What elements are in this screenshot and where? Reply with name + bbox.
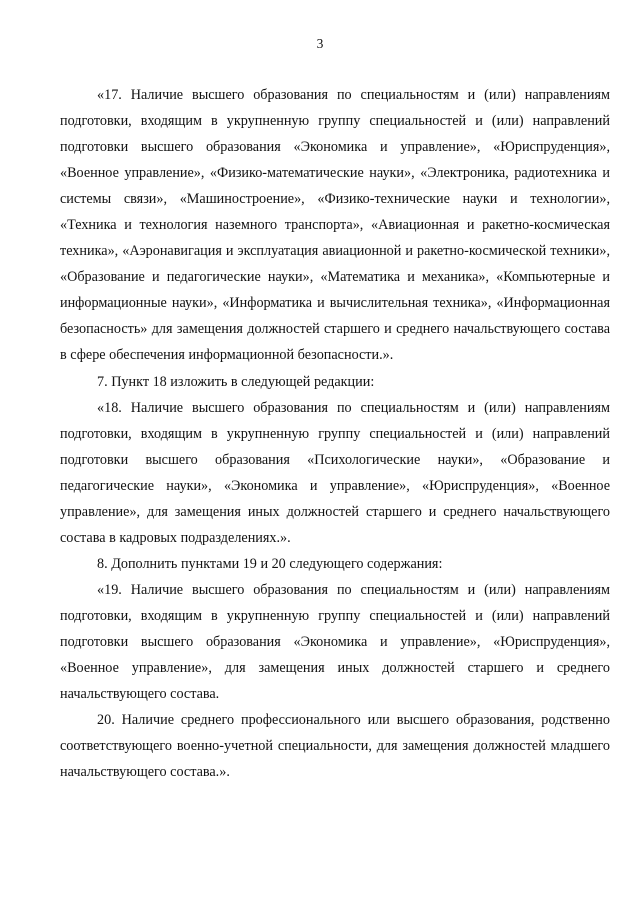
paragraph-item-18: «18. Наличие высшего образования по специальностям и (или) направлениям подготовки, входящим в укрупненную группу специальностей и (или) направлений подготовки высшего образования «Психологические науки», «Образование и педагогические науки», «Экономика и управление», «Юриспруденция», «Военное управление», для замещения иных должностей старшего и среднего начальствующего состава в кадровых подразделениях.». <box>60 399 610 546</box>
document-body <box>60 82 610 785</box>
page-number: 3 <box>316 36 324 51</box>
paragraph-item-20: 20. Наличие среднего профессионального или высшего образования, родственно соответствующего военно-учетной специальности, для замещения должностей младшего начальствующего состава.». <box>60 712 610 781</box>
paragraph-item-17: «17. Наличие высшего образования по специальностям и (или) направлениям подготовки, входящим в укрупненную группу специальностей и (или) направлений подготовки высшего образования «Экономика и управление», «Юриспруденция», «Военное управление», «Физико-математические науки», «Электроника, радиотехника и системы связи», «Машиностроение», «Физико-технические науки и технологии», «Техника и технология наземного транспорта», «Авиационная и ракетно-космическая техника», «Аэронавигация и эксплуатация авиационной и ракетно-космической техники», «Образование и педагогические науки», «Математика и механика», «Компьютерные и информационные науки», «Информатика и вычислительная техника», «Информационная безопасность» для замещения должностей старшего и среднего начальствующего состава в сфере обеспечения информационной безопасности.». <box>60 87 610 364</box>
paragraph-amendment-7: 7. Пункт 18 изложить в следующей редакции: <box>97 373 375 390</box>
paragraph-item-19: «19. Наличие высшего образования по специальностям и (или) направлениям подготовки, входящим в укрупненную группу специальностей и (или) направлений подготовки высшего образования «Экономика и управление», «Юриспруденция», «Военное управление», для замещения иных должностей старшего и среднего начальствующего состава. <box>60 581 610 703</box>
paragraph-amendment-8: 8. Дополнить пунктами 19 и 20 следующего содержания: <box>97 555 443 572</box>
